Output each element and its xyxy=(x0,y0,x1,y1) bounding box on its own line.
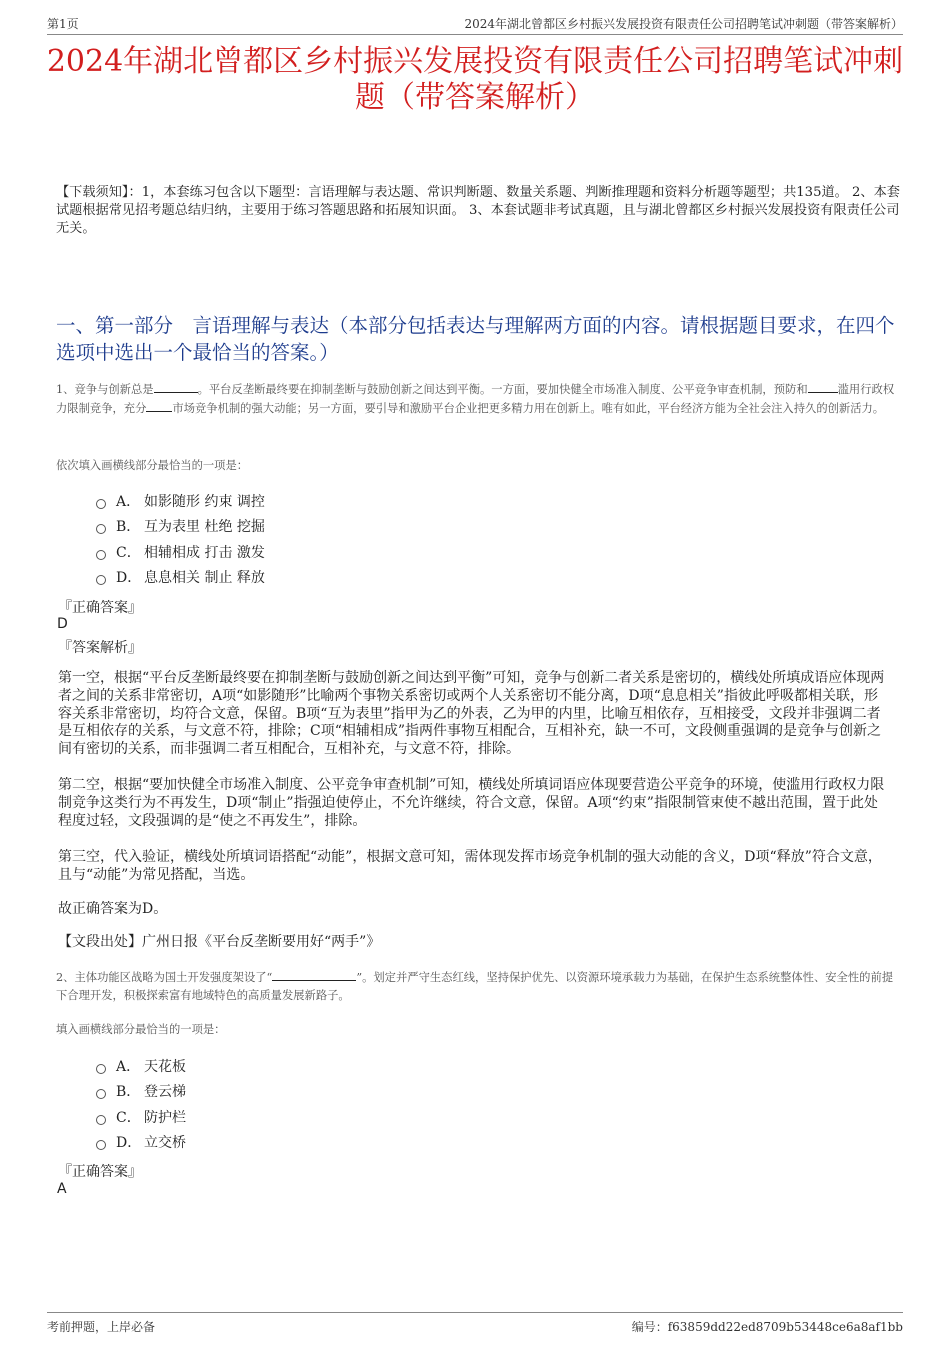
document-title: 2024年湖北曾都区乡村振兴发展投资有限责任公司招聘笔试冲刺题（带答案解析） xyxy=(46,44,904,115)
option-letter: D． xyxy=(116,570,142,587)
analysis-paragraph-1: 第一空，根据“平台反垄断最终要在抑制垄断与鼓励创新之间达到平衡”可知，竞争与创新二者关系是密切的，横线处所填成语应体现两者之间的关系非常密切，A项“如影随形”比喻两个事物关系密切或两个人关系密切不能分离，D项“息息相关”指彼此呼吸都相关联，形容关系非常密切，均符合文意，保留。B项“互为表里”指甲为乙的外表，乙为甲的内里，比喻互相依存，互相接受，文段并非强调二者是互相依存的关系，与文意不符，排除；C项“相辅相成”指两件事物互相配合，互相补充，缺一不可，文段侧重强调的是竞争与创新之间有密切的关系，而非强调二者互相配合，互相补充，与文意不符，排除。 xyxy=(58,670,885,758)
question-2-options xyxy=(96,1053,186,1155)
section-heading: 一、第一部分 言语理解与表达（本部分包括表达与理解两方面的内容。请根据题目要求，在四个选项中选出一个最恰当的答案。） xyxy=(56,314,895,364)
radio-icon[interactable] xyxy=(96,575,106,585)
question-1-part-2: 。平台反垄断最终要在抑制垄断与鼓励创新之间达到平衡。一方面，要加快健全市场准入制度、公平竞争审查机制，预防和 xyxy=(197,383,808,396)
option-letter: C． xyxy=(116,544,141,561)
header-doc-ref: 2024年湖北曾都区乡村振兴发展投资有限责任公司招聘笔试冲刺题（带答案解析） xyxy=(464,17,903,31)
radio-icon[interactable] xyxy=(96,550,106,560)
correct-answer-value: D xyxy=(57,616,68,632)
option-letter: A． xyxy=(116,493,141,510)
option-a[interactable] xyxy=(96,488,265,514)
question-1-part-3: 滥用行政权力限制竞争，充分 xyxy=(56,383,895,415)
blank-1 xyxy=(272,968,356,981)
analysis-paragraph-2: 第二空，根据“要加快健全市场准入制度、公平竞争审查机制”可知，横线处所填词语应体现要营造公平竞争的环境，使滥用行政权力限制竞争这类行为不再发生，D项“制止”指强迫使停止，不允许继续，符合文意，保留。A项“约束”指限制管束使不越出范围，置于此处程度过轻，文段强调的是“使之不再发生”，排除。 xyxy=(58,777,885,829)
question-2-part-2: ”。划定并严守生态红线，坚持保护优先、以资源环境承载力为基础，在保护生态系统整体性、安全性的前提下合理开发，积极探索富有地域特色的高质量发展新路子。 xyxy=(56,971,894,1002)
question-1-text xyxy=(56,380,902,418)
correct-answer-value: A xyxy=(57,1181,67,1197)
correct-answer-label: 『正确答案』 xyxy=(58,600,142,616)
blank-1 xyxy=(154,380,198,393)
option-text: 互为表里 杜绝 挖掘 xyxy=(144,519,265,536)
footer-slogan: 考前押题，上岸必备 xyxy=(47,1320,156,1334)
page-header xyxy=(47,14,903,35)
question-1-part-1: 1、竞争与创新总是 xyxy=(56,383,154,396)
question-1-part-4: 市场竞争机制的强大动能；另一方面，要引导和激励平台企业把更多精力用在创新上。唯有如此，平台经济方能为全社会注入持久的创新活力。 xyxy=(172,402,885,415)
analysis-paragraph-3: 第三空，代入验证，横线处所填词语搭配“动能”，根据文意可知，需体现发挥市场竞争机制的强大动能的含义，D项“释放”符合文意，且与“动能”为常见搭配，当选。 xyxy=(58,849,882,883)
question-1-options xyxy=(96,488,265,590)
option-c[interactable] xyxy=(96,1104,186,1130)
page-footer xyxy=(47,1312,903,1333)
analysis-label: 『答案解析』 xyxy=(58,640,142,656)
analysis-conclusion: 故正确答案为D。 xyxy=(58,901,168,917)
blank-2 xyxy=(808,380,838,393)
download-notice: 【下载须知】：1，本套练习包含以下题型：言语理解与表达题、常识判断题、数量关系题、判断推理题和资料分析题等题型；共135道。 2、本套试题根据常见招考题总结归纳，主要用于练习答题思路和拓展知识面。 3、本套试题非考试真题，且与湖北曾都区乡村振兴发展投资有限责任公司无关。 xyxy=(56,185,900,236)
radio-icon[interactable] xyxy=(96,1089,106,1099)
option-letter: B． xyxy=(116,519,141,536)
option-text: 息息相关 制止 释放 xyxy=(144,570,265,587)
correct-answer-label: 『正确答案』 xyxy=(58,1164,142,1180)
option-text: 立交桥 xyxy=(144,1135,186,1152)
option-a[interactable] xyxy=(96,1053,186,1079)
option-text: 天花板 xyxy=(144,1058,186,1075)
blank-3 xyxy=(146,399,172,412)
question-2-prompt: 填入画横线部分最恰当的一项是： xyxy=(56,1023,226,1036)
radio-icon[interactable] xyxy=(96,524,106,534)
option-letter: D． xyxy=(116,1135,142,1152)
question-2-part-1: 2、主体功能区战略为国土开发强度架设了“ xyxy=(56,971,273,984)
option-letter: C． xyxy=(116,1109,141,1126)
option-b[interactable] xyxy=(96,1079,186,1105)
page-number: 第1页 xyxy=(47,17,79,31)
radio-icon[interactable] xyxy=(96,499,106,509)
radio-icon[interactable] xyxy=(96,1140,106,1150)
option-letter: A． xyxy=(116,1058,141,1075)
option-text: 防护栏 xyxy=(144,1109,186,1126)
option-d[interactable] xyxy=(96,565,265,591)
radio-icon[interactable] xyxy=(96,1115,106,1125)
option-letter: B． xyxy=(116,1084,141,1101)
footer-serial: 编号：f63859dd22ed8709b53448ce6a8af1bb xyxy=(631,1320,903,1334)
question-2-text xyxy=(56,968,902,1005)
option-b[interactable] xyxy=(96,514,265,540)
option-c[interactable] xyxy=(96,539,265,565)
text-source: 【文段出处】广州日报《平台反垄断要用好“两手”》 xyxy=(58,934,381,950)
option-text: 登云梯 xyxy=(144,1084,186,1101)
question-1-prompt: 依次填入画横线部分最恰当的一项是： xyxy=(56,459,249,472)
option-d[interactable] xyxy=(96,1130,186,1156)
option-text: 相辅相成 打击 激发 xyxy=(144,544,265,561)
option-text: 如影随形 约束 调控 xyxy=(144,493,265,510)
radio-icon[interactable] xyxy=(96,1064,106,1074)
